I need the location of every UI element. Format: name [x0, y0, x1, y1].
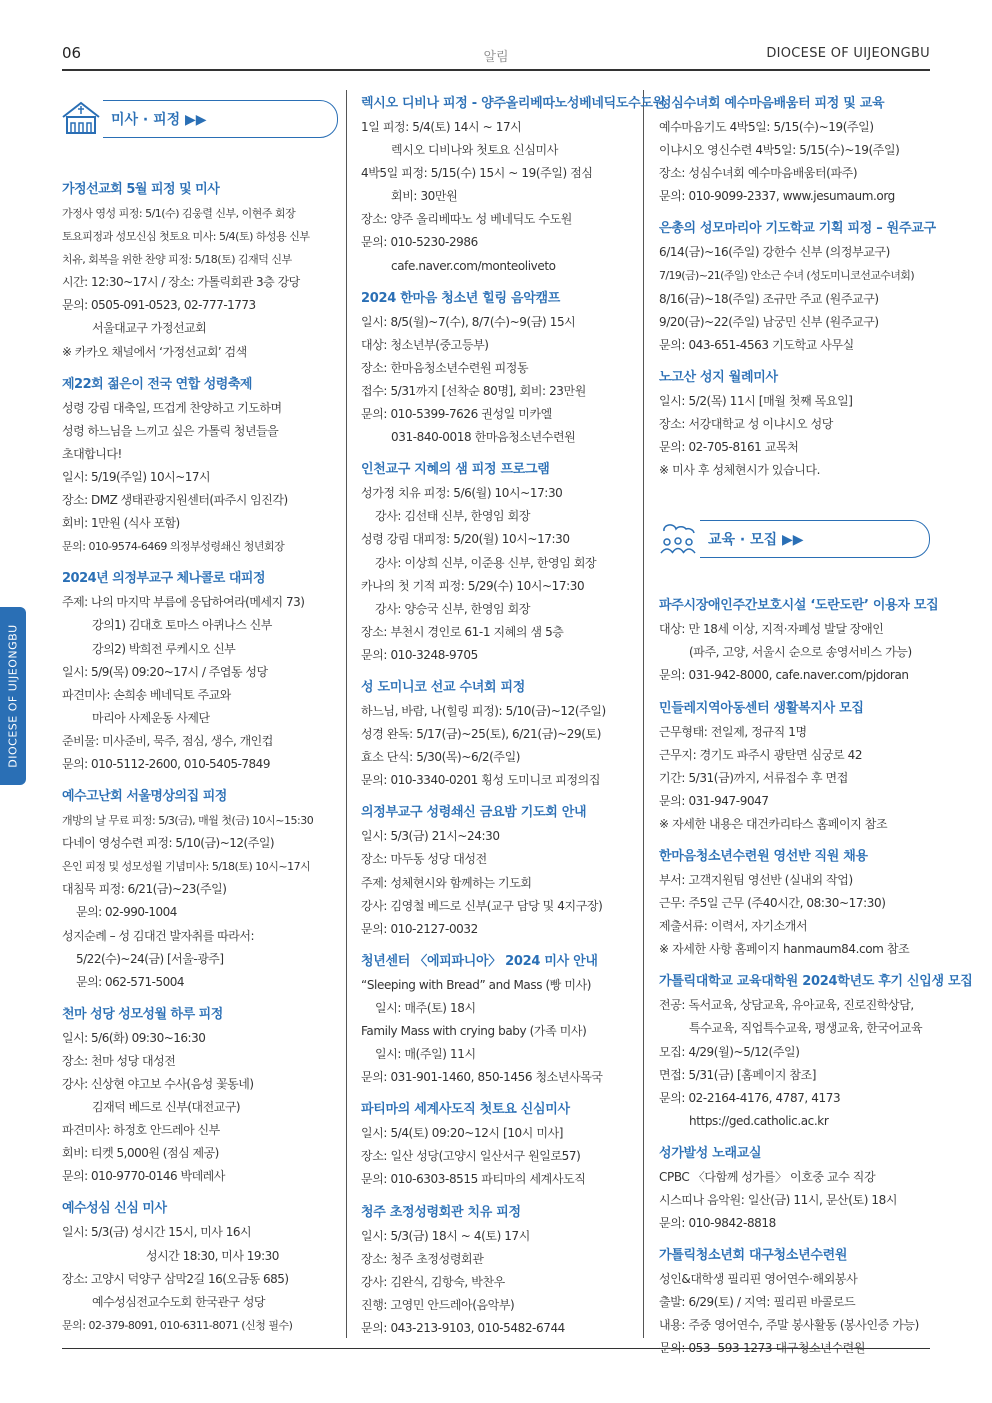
- event-detail-line: 성인&대학생 필리핀 영어연수·해외봉사: [659, 1272, 858, 1287]
- event-title: 파티마의 세계사도직 첫토요 신심미사: [361, 1102, 570, 1118]
- event-block: [62, 373, 338, 559]
- event-block: [659, 970, 973, 1133]
- event-title: 의정부교구 성령쇄신 금요밤 기도회 안내: [361, 805, 587, 821]
- event-title: 제22회 젊은이 전국 연합 성령축제: [62, 376, 252, 392]
- event-block: [62, 1197, 338, 1336]
- event-detail-line: 대침묵 피정: 6/21(금)~23(주일): [62, 882, 227, 897]
- event-detail-line: 성지순례 – 성 김대건 발자취를 따라서:: [62, 928, 254, 943]
- event-detail-line: 031-840-0018 한마음청소년수련원: [391, 430, 576, 445]
- event-detail-line: 성가정 치유 피정: 5/6(월) 10시~17:30: [361, 486, 563, 501]
- event-detail-line: 시간: 12:30~17시 / 장소: 가톨릭회관 3층 강당: [62, 275, 300, 290]
- event-detail-line: 문의: 010-3248-9705: [361, 647, 478, 662]
- event-detail-line: 접수: 5/31까지 [선착순 80명], 회비: 23만원: [361, 383, 586, 398]
- event-detail-line: ※ 자세한 사항 홈페이지 hanmaum84.com 참조: [659, 942, 910, 957]
- event-detail-line: 치유, 회복을 위한 찬양 피정: 5/18(토) 김재덕 신부: [62, 253, 292, 267]
- event-detail-line: 일시: 5/3(금) 성시간 15시, 미사 16시: [62, 1225, 252, 1240]
- event-title: 성 도미니코 선교 수녀회 피정: [361, 679, 525, 695]
- event-block: [659, 845, 930, 961]
- event-detail-line: 예수성심전교수도회 한국관구 성당: [92, 1294, 266, 1309]
- event-detail-line: 장소: 일산 성당(고양시 일산서구 원일로57): [361, 1149, 581, 1164]
- event-detail-line: 제출서류: 이력서, 자기소개서: [659, 919, 808, 934]
- event-detail-line: 카나의 첫 기적 피정: 5/29(수) 10시~17:30: [361, 578, 585, 593]
- event-list: [361, 92, 665, 1340]
- event-detail-line: 모집: 4/29(월)~5/12(주일): [659, 1044, 800, 1059]
- event-detail-line: 파견미사: 손희송 베네딕토 주교와: [62, 687, 231, 702]
- page-header: [62, 44, 930, 68]
- event-detail-line: 문의: 010-6303-8515 파티마의 세계사도직: [361, 1172, 586, 1187]
- event-detail-line: 강사: 김완식, 김항숙, 박찬우: [361, 1274, 505, 1289]
- event-detail-line: 근무형태: 전일제, 정규직 1명: [659, 724, 807, 739]
- event-block: [62, 785, 338, 994]
- event-detail-line: 일시: 5/4(토) 09:20~12시 [10시 미사]: [361, 1126, 564, 1141]
- event-title: 렉시오 디비나 피정 - 양주올리베따노성베네딕도수도원: [361, 96, 665, 111]
- column-divider: [346, 90, 347, 1338]
- event-detail-line: 기간: 5/31(금)까지, 서류접수 후 면접: [659, 770, 848, 785]
- event-detail-line: 7/19(금)~21(주일) 안소근 수녀 (성도미니코선교수녀회): [659, 269, 915, 283]
- event-detail-line: 성령 강림 대피정: 5/20(월) 10시~17:30: [361, 532, 570, 547]
- event-detail-line: 문의: 010-9842-8818: [659, 1216, 776, 1231]
- event-detail-line: 문의: 053- 593-1273 대구청소년수련원: [659, 1341, 866, 1356]
- event-detail-line: 근무지: 경기도 파주시 광탄면 심궁로 42: [659, 747, 863, 762]
- event-detail-line: 근무: 주5일 근무 (주40시간, 08:30~17:30): [659, 896, 886, 911]
- event-detail-line: 특수교육, 직업특수교육, 평생교육, 한국어교육: [689, 1021, 923, 1036]
- event-detail-line: 1일 피정: 5/4(토) 14시 ~ 17시: [361, 120, 522, 134]
- event-detail-line: 토요피정과 성모신심 첫토요 미사: 5/4(토) 하성용 신부: [62, 230, 310, 244]
- event-title: 은총의 성모마리아 기도학교 기획 피정 – 원주교구: [659, 221, 936, 237]
- event-title: 파주시장애인주간보호시설 ‘도란도란’ 이용자 모집: [659, 598, 939, 614]
- event-block: [62, 1003, 338, 1189]
- event-detail-line: 이냐시오 영신수련 4박5일: 5/15(수)~19(주일): [659, 143, 900, 158]
- event-title: 청년센터 〈에피파니아〉 2024 미사 안내: [361, 953, 598, 969]
- event-detail-line: 장소: 마두동 성당 대성전: [361, 852, 487, 867]
- event-title: 가톨릭청소년회 대구청소년수련원: [659, 1248, 848, 1264]
- event-detail-line: 일시: 5/19(주일) 10시~17시: [62, 469, 211, 484]
- event-detail-line: 효소 단식: 5/30(목)~6/2(주일): [361, 750, 521, 765]
- event-detail-line: 문의: 031-942-8000, cafe.naver.com/pjdoran: [659, 668, 909, 683]
- event-block: [361, 1201, 633, 1340]
- footer-rule: [62, 1348, 930, 1349]
- event-block: [659, 92, 930, 208]
- event-block: [361, 1098, 633, 1191]
- event-detail-line: 주제: 나의 마지막 부름에 응답하여라(메세지 73): [62, 595, 305, 610]
- event-title: 청주 초정성령회관 치유 피정: [361, 1204, 521, 1220]
- event-detail-line: CPBC 〈다함께 성가를〉 이호중 교수 직강: [659, 1169, 876, 1184]
- event-detail-line: ※ 자세한 내용은 대건카리타스 홈페이지 참조: [659, 816, 888, 831]
- event-detail-line: 문의: 031-947-9047: [659, 793, 769, 808]
- event-detail-line: 김재덕 베드로 신부(대전교구): [92, 1100, 241, 1115]
- event-detail-line: 예수마음기도 4박5일: 5/15(수)~19(주일): [659, 120, 874, 134]
- event-detail-line: 장소: 한마음청소년수련원 피정동: [361, 360, 529, 375]
- church-icon: [59, 95, 103, 139]
- event-title: 민들레지역아동센터 생활복지사 모집: [659, 700, 864, 716]
- people-group-icon: [656, 515, 700, 559]
- event-detail-line: 성령 강림 대축일, 뜨겁게 찬양하고 기도하며: [62, 400, 282, 415]
- event-detail-line: 강사: 신상현 야고보 수사(음성 꽃동네): [62, 1077, 254, 1091]
- event-list: [659, 92, 936, 482]
- banner-title: 미사 · 피정 ▶▶: [111, 112, 207, 128]
- event-detail-line: 문의: 02-990-1004: [76, 905, 177, 920]
- mass-retreat-banner: [62, 100, 338, 138]
- side-tab-label: DIOCESE OF UIJEONGBU: [6, 624, 20, 768]
- event-detail-line: 일시: 8/5(월)~7(수), 8/7(수)~9(금) 15시: [361, 314, 576, 329]
- event-detail-line: 내용: 주중 영어연수, 주말 봉사활동 (봉사인증 가능): [659, 1318, 919, 1333]
- event-detail-line: 문의: 010-9770-0146 박데레사: [62, 1169, 225, 1184]
- event-detail-line: 장소: 성심수녀회 예수마음배움터(파주): [659, 166, 858, 181]
- event-detail-line: 장소: 고양시 덕양구 삼막2길 16(오금동 685): [62, 1271, 289, 1286]
- event-detail-line: 장소: DMZ 생태관광지원센터(파주시 임진각): [62, 493, 288, 508]
- event-detail-line: 대상: 만 18세 이상, 지적·자폐성 발달 장애인: [659, 622, 884, 637]
- event-detail-line: 은인 피정 및 성모성월 기념미사: 5/18(토) 10시~17시: [62, 860, 311, 874]
- event-detail-line: 문의: 010-3340-0201 횡성 도미니코 피정의집: [361, 773, 601, 788]
- header-rule: [62, 69, 930, 71]
- event-list: [62, 178, 338, 1337]
- event-detail-line: 문의: 010-9574-6469 의정부성령쇄신 청년회장: [62, 540, 285, 554]
- column-3: [659, 92, 973, 1370]
- event-detail-line: 4박5일 피정: 5/15(수) 15시 ~ 19(주일) 점심: [361, 166, 593, 181]
- event-list: [659, 594, 973, 1360]
- event-block: [62, 178, 338, 364]
- event-detail-line: 회비: 1만원 (식사 포함): [62, 516, 180, 531]
- event-detail-line: 강의1) 김대호 토마스 아퀴나스 신부: [92, 618, 272, 633]
- event-detail-line: 강의2) 박희전 루케시오 신부: [92, 641, 236, 656]
- event-block: [659, 366, 930, 482]
- event-block: [361, 92, 665, 278]
- event-detail-line: 일시: 5/3(금) 18시 ~ 4(토) 17시: [361, 1228, 530, 1243]
- event-block: [659, 1244, 930, 1360]
- event-block: [361, 287, 633, 450]
- education-recruit-banner: [659, 520, 930, 558]
- event-detail-line: 강사: 양승국 신부, 한영임 회장: [375, 601, 531, 616]
- event-detail-line: 성령 하느님을 느끼고 싶은 가톨릭 청년들을: [62, 423, 279, 438]
- event-detail-line: 진행: 고영민 안드레아(음악부): [361, 1297, 515, 1312]
- event-detail-line: 시스띠나 음악원: 일산(금) 11시, 문산(토) 18시: [659, 1193, 898, 1207]
- event-detail-line: (파주, 고양, 서울시 순으로 송영서비스 가능): [689, 645, 912, 660]
- event-detail-line: 문의: 010-5399-7626 권성일 미카엘: [361, 407, 552, 422]
- event-detail-line: 장소: 청주 초정성령회관: [361, 1251, 484, 1266]
- event-detail-line: 문의: 043-213-9103, 010-5482-6744: [361, 1320, 565, 1335]
- event-detail-line: Family Mass with crying baby (가족 미사): [361, 1024, 587, 1038]
- event-detail-line: 부서: 고객지원팀 영선반 (실내외 작업): [659, 872, 853, 887]
- event-detail-line: 장소: 양주 올리베따노 성 베네딕도 수도원: [361, 212, 572, 227]
- event-title: 성가발성 노래교실: [659, 1145, 762, 1161]
- event-detail-line: 5/22(수)~24(금) [서울-광주]: [76, 951, 224, 966]
- event-detail-line: https://ged.catholic.ac.kr: [689, 1113, 829, 1128]
- event-detail-line: 파견미사: 하정호 안드레아 신부: [62, 1123, 220, 1138]
- event-detail-line: 주제: 성체현시와 함께하는 기도회: [361, 875, 532, 890]
- event-title: 가톨릭대학교 교육대학원 2024학년도 후기 신입생 모집: [659, 974, 973, 990]
- event-detail-line: 문의: 0505-091-0523, 02-777-1773: [62, 298, 256, 313]
- event-detail-line: 성시간 18:30, 미사 19:30: [146, 1248, 279, 1263]
- event-detail-line: 문의: 031-901-1460, 850-1456 청소년사목국: [361, 1070, 603, 1085]
- event-detail-line: ※ 미사 후 성체현시가 있습니다.: [659, 463, 821, 478]
- event-detail-line: 8/16(금)~18(주일) 조규만 주교 (원주교구): [659, 291, 879, 306]
- event-detail-line: 문의: 02-2164-4176, 4787, 4173: [659, 1090, 841, 1105]
- event-detail-line: 문의: 010-9099-2337, www.jesumaum.org: [659, 189, 895, 204]
- event-detail-line: 9/20(금)~22(주일) 남궁민 신부 (원주교구): [659, 314, 879, 329]
- event-title: 예수고난회 서울명상의집 피정: [62, 789, 227, 805]
- event-detail-line: 일시: 5/9(목) 09:20~17시 / 주엽동 성당: [62, 664, 268, 679]
- event-title: 2024 한마음 청소년 힐링 음악캠프: [361, 290, 560, 306]
- event-detail-line: 성경 완독: 5/17(금)~25(토), 6/21(금)~29(토): [361, 727, 602, 742]
- event-detail-line: 일시: 5/3(금) 21시~24:30: [361, 829, 500, 844]
- event-block: [659, 697, 930, 836]
- event-detail-line: 일시: 매주(토) 18시: [375, 1000, 476, 1015]
- diocese-name: DIOCESE OF UIJEONGBU: [766, 46, 930, 61]
- event-detail-line: 회비: 티켓 5,000원 (점심 제공): [62, 1146, 219, 1161]
- event-detail-line: 문의: 02-379-8091, 010-6311-8071 (신청 필수): [62, 1318, 293, 1332]
- event-detail-line: 준비물: 미사준비, 묵주, 점심, 생수, 개인컵: [62, 733, 273, 748]
- event-detail-line: 출발: 6/29(토) / 지역: 필리핀 바콜로드: [659, 1295, 856, 1310]
- event-detail-line: 면접: 5/31(금) [홈페이지 참조]: [659, 1067, 817, 1082]
- event-detail-line: “Sleeping with Bread” and Mass (빵 미사): [361, 977, 592, 992]
- page-number: 06: [62, 44, 82, 62]
- event-detail-line: 장소: 천마 성당 대성전: [62, 1053, 176, 1068]
- event-title: 예수성심 신심 미사: [62, 1201, 167, 1217]
- event-block: [361, 458, 633, 667]
- event-block: [659, 594, 939, 687]
- event-detail-line: 가정사 영성 피정: 5/1(수) 김웅렬 신부, 이현주 회장: [62, 207, 296, 220]
- event-title: 천마 성당 성모성월 하루 피정: [62, 1006, 223, 1022]
- event-detail-line: 일시: 5/2(목) 11시 [매월 첫째 목요일]: [659, 393, 853, 408]
- event-block: [62, 567, 338, 776]
- event-detail-line: 문의: 02-705-8161 교목처: [659, 440, 799, 455]
- event-detail-line: 개방의 날 무료 피정: 5/3(금), 매월 첫(금) 10시~15:30: [62, 814, 314, 828]
- event-title: 인천교구 지혜의 샘 피정 프로그램: [361, 462, 550, 478]
- event-detail-line: 대상: 청소년부(중고등부): [361, 337, 489, 352]
- event-detail-line: 서울대교구 가정선교회: [92, 321, 207, 336]
- event-detail-line: 회비: 30만원: [391, 189, 458, 204]
- event-block: [659, 1142, 930, 1235]
- event-title: 가정선교회 5월 피정 및 미사: [62, 182, 220, 197]
- event-block: [361, 950, 633, 1089]
- event-detail-line: 문의: 043-651-4563 기도학교 사무실: [659, 337, 854, 352]
- column-divider: [643, 90, 644, 1338]
- event-detail-line: 장소: 부천시 경인로 61-1 지혜의 샘 5층: [361, 624, 564, 639]
- section-name: 알림: [483, 50, 509, 65]
- event-detail-line: 문의: 062-571-5004: [76, 974, 185, 989]
- event-detail-line: 장소: 서강대학교 성 이냐시오 성당: [659, 416, 833, 431]
- event-detail-line: 렉시오 디비나와 첫토요 신심미사: [391, 143, 558, 158]
- event-detail-line: 마리아 사제운동 사제단: [92, 710, 210, 725]
- event-detail-line: 6/14(금)~16(주일) 강한수 신부 (의정부교구): [659, 245, 890, 260]
- side-tab: [0, 607, 26, 785]
- event-detail-line: 전공: 독서교육, 상담교육, 유아교육, 진로진학상담,: [659, 998, 914, 1013]
- banner-title: 교육 · 모집 ▶▶: [708, 532, 804, 549]
- event-detail-line: 강사: 이상희 신부, 이준용 신부, 한영임 회장: [375, 555, 597, 570]
- event-block: [361, 676, 633, 792]
- event-detail-line: ※ 카카오 채널에서 ‘가정선교회’ 검색: [62, 344, 247, 359]
- event-detail-line: 일시: 5/6(화) 09:30~16:30: [62, 1030, 206, 1045]
- event-detail-line: 강사: 김영철 베드로 신부(교구 담당 및 4지구장): [361, 898, 603, 913]
- event-detail-line: 초대합니다!: [62, 446, 122, 461]
- event-detail-line: 하느님, 바람, 나(힐링 피정): 5/10(금)~12(주일): [361, 703, 606, 718]
- event-detail-line: 강사: 김선태 신부, 한영임 회장: [375, 509, 531, 524]
- event-detail-line: cafe.naver.com/monteoliveto: [391, 258, 556, 273]
- event-block: [659, 217, 936, 356]
- event-detail-line: 문의: 010-2127-0032: [361, 921, 478, 936]
- event-title: 한마음청소년수련원 영선반 직원 채용: [659, 848, 868, 864]
- event-detail-line: 문의: 010-5112-2600, 010-5405-7849: [62, 756, 270, 771]
- event-title: 2024년 의정부교구 체나콜로 대피정: [62, 571, 266, 587]
- column-1: [62, 92, 338, 1346]
- event-detail-line: 일시: 매(주일) 11시: [375, 1047, 476, 1062]
- event-title: 성심수녀회 예수마음배움터 피정 및 교육: [659, 96, 885, 111]
- event-block: [361, 801, 633, 940]
- event-detail-line: 다네이 영성수련 피정: 5/10(금)~12(주일): [62, 836, 275, 851]
- event-title: 노고산 성지 월례미사: [659, 369, 778, 385]
- event-detail-line: 문의: 010-5230-2986: [361, 235, 478, 250]
- column-2: [361, 92, 665, 1349]
